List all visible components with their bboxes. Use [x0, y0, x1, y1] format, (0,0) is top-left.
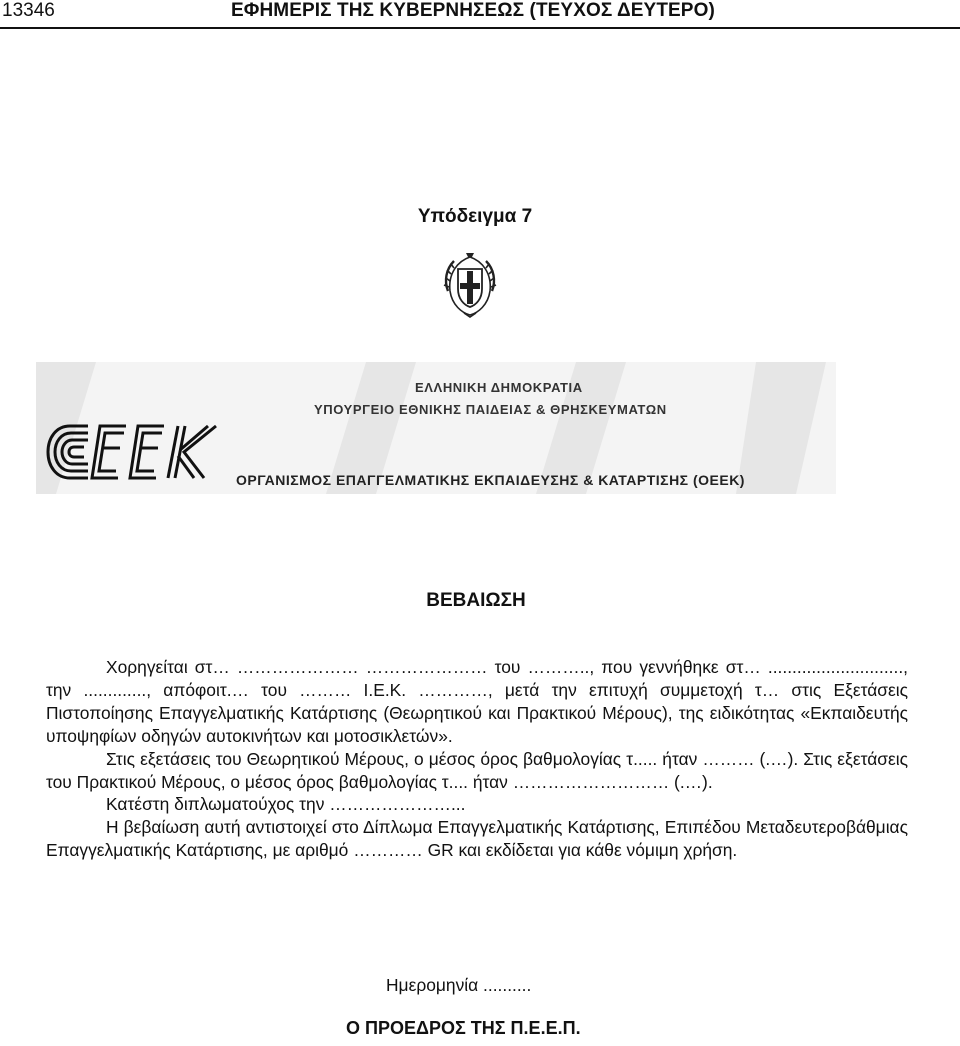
body-paragraph-2: Στις εξετάσεις του Θεωρητικού Μέρους, ο μέσος όρος βαθμολογίας τ..... ήταν ……… (.…). Στις εξετάσεις του Πρακτικού Μέρους, ο μέσος όρος βαθμολογίας τ.... ήταν ……………………… (.…).	[46, 748, 908, 792]
page-number: 13346	[2, 0, 55, 21]
header-rule	[0, 27, 960, 29]
template-title-text: Υπόδειγμα 7	[417, 206, 533, 227]
template-title	[0, 206, 960, 228]
signature-title: Ο ΠΡΟΕΔΡΟΣ ΤΗΣ Π.Ε.Ε.Π.	[346, 1018, 581, 1038]
banner-republic: ΕΛΛΗΝΙΚΗ ΔΗΜΟΚΡΑΤΙΑ	[415, 380, 583, 395]
gazette-title: ΕΦΗΜΕΡΙΣ ΤΗΣ ΚΥΒΕΡΝΗΣΕΩΣ (ΤΕΥΧΟΣ ΔΕΥΤΕΡΟ)	[231, 0, 715, 21]
body-paragraph-3: Κατέστη διπλωματούχος την …………………...	[106, 794, 466, 815]
body-paragraph-4: Η βεβαίωση αυτή αντιστοιχεί στο Δίπλωμα Επαγγελματικής Κατάρτισης, Επιπέδου Μεταδευτεροβάθμιας Επαγγελματικής Κατάρτισης, με αριθμό ………… GR και εκδίδεται για κάθε νόμιμη χρήση.	[46, 817, 908, 861]
certificate-title-text: ΒΕΒΑΙΩΣΗ	[426, 590, 526, 611]
date-line: Ημερομηνία ..........	[386, 975, 532, 995]
banner-ministry: ΥΠΟΥΡΓΕΙΟ ΕΘΝΙΚΗΣ ΠΑΙΔΕΙΑΣ & ΘΡΗΣΚΕΥΜΑΤΩΝ	[314, 402, 667, 417]
banner-organization: ΟΡΓΑΝΙΣΜΟΣ ΕΠΑΓΓΕΛΜΑΤΙΚΗΣ ΕΚΠΑΙΔΕΥΣΗΣ & ΚΑΤΑΡΤΙΣΗΣ (ΟΕΕΚ)	[236, 472, 745, 488]
certificate-title	[0, 590, 960, 612]
greek-emblem-icon	[440, 251, 500, 319]
body-paragraph-1: Χορηγείται στ… ………………… ………………… του ……….., που γεννήθηκε στ… ............................, την ............., απόφοιτ.… του ……… Ι.Ε.Κ. …………, μετά την επιτυχή συμμετοχή τ… στις Εξετάσεις Πιστοποίησης Επαγγελματικής Κατάρτισης (Θεωρητικού και Πρακτικού Μέρους), της ειδικότητας «Εκπαιδευτής υποψηφίων οδηγών αυτοκινήτων και μοτοσικλετών».	[46, 657, 908, 746]
oeek-logo-icon	[44, 420, 224, 484]
certificate-body	[46, 656, 908, 862]
